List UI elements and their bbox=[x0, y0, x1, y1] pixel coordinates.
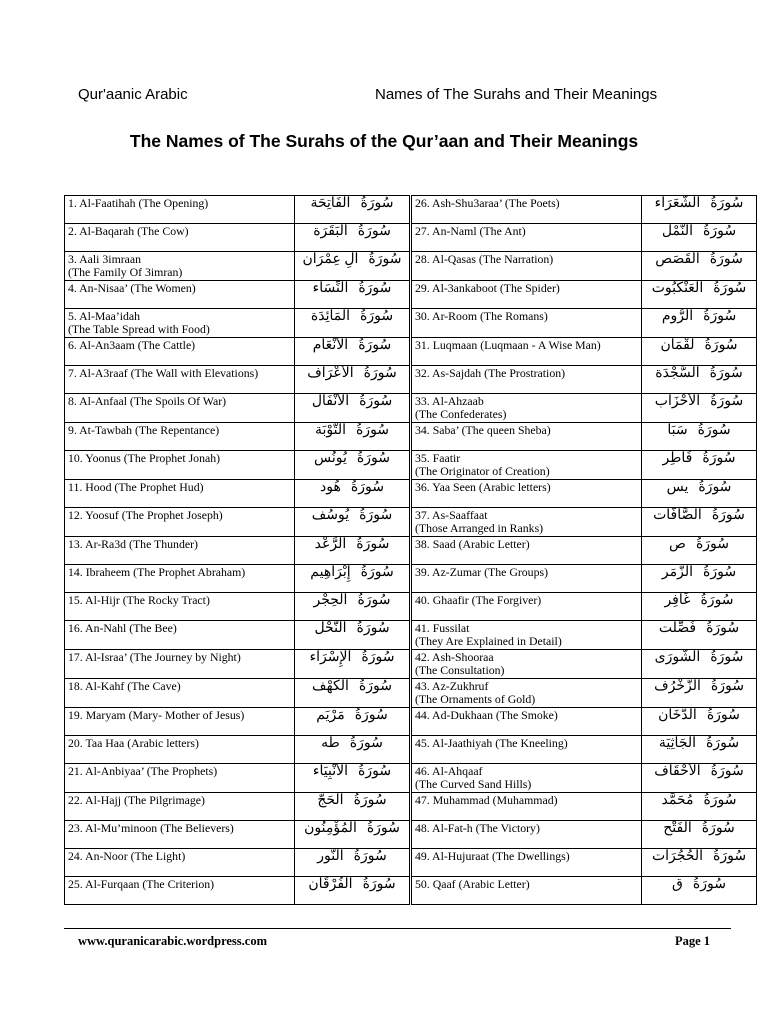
arabic-name-cell bbox=[295, 877, 411, 905]
arabic-name-cell bbox=[295, 708, 411, 736]
table-row bbox=[65, 480, 757, 508]
surah-word: سُورَةُ bbox=[360, 309, 394, 324]
english-name-cell: 31. Luqmaan (Luqmaan - A Wise Man) bbox=[411, 338, 642, 366]
table-row bbox=[65, 849, 757, 877]
english-name-cell: 22. Al-Hajj (The Pilgrimage) bbox=[65, 793, 295, 821]
english-name-cell: 38. Saad (Arabic Letter) bbox=[411, 537, 642, 565]
surah-word: سُورَةُ bbox=[355, 423, 390, 438]
arabic-name-cell bbox=[642, 565, 757, 593]
english-name-cell: 33. Al-Ahzaab (The Confederates) bbox=[411, 394, 642, 423]
table-row bbox=[65, 736, 757, 764]
surah-word: سُورَةُ bbox=[703, 793, 737, 808]
surah-table bbox=[64, 195, 757, 905]
arabic-name: ص bbox=[669, 537, 686, 552]
english-name-cell: 1. Al-Faatihah (The Opening) bbox=[65, 196, 295, 224]
footer-website[interactable]: www.quranicarabic.wordpress.com bbox=[78, 934, 268, 948]
arabic-name-cell bbox=[295, 764, 411, 793]
arabic-name: التَّوْبَة bbox=[314, 423, 346, 438]
arabic-name: النُّور bbox=[317, 849, 344, 864]
arabic-name: ق bbox=[672, 877, 683, 892]
arabic-name-cell bbox=[642, 736, 757, 764]
arabic-name: غَافِر bbox=[664, 593, 691, 608]
english-name-cell: 2. Al-Baqarah (The Cow) bbox=[65, 224, 295, 252]
english-name-cell: 40. Ghaafir (The Forgiver) bbox=[411, 593, 642, 621]
arabic-name-cell bbox=[642, 849, 757, 877]
english-name-cell: 39. Az-Zumar (The Groups) bbox=[411, 565, 642, 593]
arabic-name-cell bbox=[295, 793, 411, 821]
table-row bbox=[65, 593, 757, 621]
table-row bbox=[65, 537, 757, 565]
surah-word: سُورَةُ bbox=[356, 537, 390, 552]
english-name-cell: 25. Al-Furqaan (The Criterion) bbox=[65, 877, 295, 905]
english-name-cell: 42. Ash-Shooraa (The Consultation) bbox=[411, 650, 642, 679]
arabic-name-cell bbox=[642, 764, 757, 793]
surah-word: سُورَةُ bbox=[358, 338, 392, 353]
arabic-name: الرَّعْد bbox=[314, 537, 347, 552]
english-name-cell: 19. Maryam (Mary- Mother of Jesus) bbox=[65, 708, 295, 736]
surah-word: سُورَةُ bbox=[702, 451, 736, 466]
surah-word: سُورَةُ bbox=[353, 849, 387, 864]
arabic-name: الأَنْبِيَاء bbox=[312, 764, 348, 779]
arabic-name: الْكَهْف bbox=[312, 679, 349, 694]
table-row bbox=[65, 224, 757, 252]
surah-word: سُورَةُ bbox=[363, 366, 397, 381]
surah-word: سُورَةُ bbox=[710, 394, 744, 409]
table-row bbox=[65, 423, 757, 451]
arabic-name: السَّجْدَة bbox=[655, 366, 700, 381]
surah-word: سُورَةُ bbox=[358, 764, 392, 779]
arabic-name-cell bbox=[295, 565, 411, 593]
arabic-name-cell bbox=[295, 394, 411, 423]
arabic-name: النِّسَاء bbox=[312, 281, 349, 296]
table-row bbox=[65, 366, 757, 394]
english-name-cell: 23. Al-Mu’minoon (The Believers) bbox=[65, 821, 295, 849]
surah-word: سُورَةُ bbox=[710, 196, 744, 211]
english-name-cell: 29. Al-3ankaboot (The Spider) bbox=[411, 281, 642, 309]
arabic-name-cell bbox=[642, 252, 757, 281]
surah-word: سُورَةُ bbox=[360, 565, 394, 580]
arabic-name: الْفُرْقَان bbox=[308, 877, 353, 892]
english-name-cell: 3. Aali 3imraan (The Family Of 3imran) bbox=[65, 252, 295, 281]
surah-word: سُورَةُ bbox=[704, 338, 738, 353]
surah-word: سُورَةُ bbox=[703, 309, 737, 324]
table-row bbox=[65, 252, 757, 281]
arabic-name: طه bbox=[321, 736, 340, 751]
english-name-cell: 46. Al-Ahqaaf (The Curved Sand Hills) bbox=[411, 764, 642, 793]
english-name-cell: 17. Al-Israa’ (The Journey by Night) bbox=[65, 650, 295, 679]
english-name-cell: 36. Yaa Seen (Arabic letters) bbox=[411, 480, 642, 508]
surah-word: سُورَةُ bbox=[703, 565, 737, 580]
arabic-name: مُحَمَّد bbox=[661, 793, 694, 808]
surah-word: سُورَةُ bbox=[697, 423, 731, 438]
surah-word: سُورَةُ bbox=[360, 196, 394, 211]
table-row bbox=[65, 793, 757, 821]
arabic-name-cell bbox=[642, 224, 757, 252]
arabic-name-cell bbox=[642, 650, 757, 679]
arabic-name: الرُّوم bbox=[661, 309, 694, 324]
english-name-cell: 45. Al-Jaathiyah (The Kneeling) bbox=[411, 736, 642, 764]
arabic-name-cell bbox=[295, 650, 411, 679]
table-row bbox=[65, 309, 757, 338]
english-name-cell: 9. At-Tawbah (The Repentance) bbox=[65, 423, 295, 451]
english-name-cell: 28. Al-Qasas (The Narration) bbox=[411, 252, 642, 281]
english-name-cell: 37. As-Saaffaat (Those Arranged in Ranks) bbox=[411, 508, 642, 537]
arabic-name: الْحِجْر bbox=[313, 593, 348, 608]
surah-word: سُورَةُ bbox=[711, 508, 745, 523]
arabic-name-cell bbox=[642, 480, 757, 508]
english-name-cell: 30. Ar-Room (The Romans) bbox=[411, 309, 642, 338]
arabic-name: يس bbox=[666, 480, 689, 495]
arabic-name-cell bbox=[295, 821, 411, 849]
arabic-name-cell bbox=[642, 537, 757, 565]
arabic-name: الْحَجّ bbox=[317, 793, 344, 808]
surah-word: سُورَةُ bbox=[356, 451, 390, 466]
arabic-name-cell bbox=[642, 366, 757, 394]
arabic-name: مَرْيَم bbox=[316, 708, 345, 723]
arabic-name-cell bbox=[642, 508, 757, 537]
english-name-cell: 27. An-Naml (The Ant) bbox=[411, 224, 642, 252]
arabic-name: هُود bbox=[320, 480, 341, 495]
table-row bbox=[65, 764, 757, 793]
surah-word: سُورَةُ bbox=[358, 281, 392, 296]
arabic-name-cell bbox=[642, 679, 757, 708]
arabic-name: لُقْمَان bbox=[660, 338, 695, 353]
arabic-name: الْبَقَرَة bbox=[313, 224, 348, 239]
surah-word: سُورَةُ bbox=[366, 821, 400, 836]
arabic-name-cell bbox=[295, 252, 411, 281]
english-name-cell: 14. Ibraheem (The Prophet Abraham) bbox=[65, 565, 295, 593]
english-name-cell: 35. Faatir (The Originator of Creation) bbox=[411, 451, 642, 480]
arabic-name-cell bbox=[642, 196, 757, 224]
arabic-name-cell bbox=[295, 338, 411, 366]
table-row bbox=[65, 679, 757, 708]
table-row bbox=[65, 196, 757, 224]
arabic-name: يُوسُف bbox=[311, 508, 350, 523]
header-right: Names of The Surahs and Their Meanings bbox=[375, 86, 658, 103]
surah-word: سُورَةُ bbox=[700, 593, 734, 608]
arabic-name-cell bbox=[295, 309, 411, 338]
surah-word: سُورَةُ bbox=[354, 708, 388, 723]
english-name-cell: 6. Al-An3aam (The Cattle) bbox=[65, 338, 295, 366]
surah-word: سُورَةُ bbox=[695, 537, 729, 552]
arabic-name: فَاطِر bbox=[662, 451, 693, 466]
table-row bbox=[65, 338, 757, 366]
surah-word: سُورَةُ bbox=[357, 593, 391, 608]
surah-word: سُورَةُ bbox=[698, 480, 732, 495]
surah-word: سُورَةُ bbox=[361, 650, 395, 665]
footer-page-number: Page 1 bbox=[674, 934, 710, 948]
arabic-name: الْفَتْح bbox=[663, 821, 692, 836]
table-row bbox=[65, 394, 757, 423]
surah-word: سُورَةُ bbox=[713, 281, 747, 296]
arabic-name-cell bbox=[642, 281, 757, 309]
english-name-cell: 44. Ad-Dukhaan (The Smoke) bbox=[411, 708, 642, 736]
arabic-name: الْمَائِدَة bbox=[310, 309, 351, 324]
english-name-cell: 41. Fussilat (They Are Explained in Detail) bbox=[411, 621, 642, 650]
english-name-cell: 8. Al-Anfaal (The Spoils Of War) bbox=[65, 394, 295, 423]
arabic-name: الْمُؤْمِنُون bbox=[304, 821, 357, 836]
arabic-name-cell bbox=[295, 679, 411, 708]
arabic-name: الْفَاتِحَة bbox=[310, 196, 351, 211]
arabic-name: الشُّعَرَاء bbox=[654, 196, 701, 211]
arabic-name: سَبَأ bbox=[667, 423, 688, 438]
english-name-cell: 11. Hood (The Prophet Hud) bbox=[65, 480, 295, 508]
arabic-name-cell bbox=[642, 708, 757, 736]
arabic-name-cell bbox=[642, 793, 757, 821]
english-name-cell: 24. An-Noor (The Light) bbox=[65, 849, 295, 877]
surah-word: سُورَةُ bbox=[349, 736, 383, 751]
arabic-name: الصَّافَّات bbox=[653, 508, 702, 523]
arabic-name: الزُّخْرُف bbox=[654, 679, 701, 694]
table-row bbox=[65, 621, 757, 650]
arabic-name: الأَحْزَاب bbox=[654, 394, 701, 409]
arabic-name-cell bbox=[642, 423, 757, 451]
english-name-cell: 50. Qaaf (Arabic Letter) bbox=[411, 877, 642, 905]
arabic-name: فُصِّلَت bbox=[658, 621, 697, 636]
arabic-name: الأَنْعَام bbox=[312, 338, 349, 353]
surah-word: سُورَةُ bbox=[350, 480, 384, 495]
arabic-name-cell bbox=[642, 877, 757, 905]
surah-word: سُورَةُ bbox=[701, 821, 735, 836]
english-name-cell: 7. Al-A3raaf (The Wall with Elevations) bbox=[65, 366, 295, 394]
arabic-name-cell bbox=[642, 309, 757, 338]
surah-word: سُورَةُ bbox=[710, 679, 744, 694]
arabic-name-cell bbox=[295, 281, 411, 309]
arabic-name: الأَنْفَال bbox=[311, 394, 350, 409]
table-row bbox=[65, 708, 757, 736]
arabic-name-cell bbox=[295, 480, 411, 508]
english-name-cell: 34. Saba’ (The queen Sheba) bbox=[411, 423, 642, 451]
surah-word: سُورَةُ bbox=[706, 708, 740, 723]
arabic-name: الْقَصَص bbox=[655, 252, 700, 267]
table-row bbox=[65, 650, 757, 679]
surah-word: سُورَةُ bbox=[353, 793, 387, 808]
arabic-name-cell bbox=[642, 621, 757, 650]
page-header bbox=[0, 86, 768, 108]
arabic-name: آلِ عِمْرَان bbox=[302, 252, 359, 267]
arabic-name: الأَعْرَاف bbox=[307, 366, 354, 381]
english-name-cell: 16. An-Nahl (The Bee) bbox=[65, 621, 295, 650]
page-title: The Names of The Surahs of the Qur’aan and Their Meanings bbox=[129, 131, 639, 151]
surah-word: سُورَةُ bbox=[356, 621, 390, 636]
english-name-cell: 18. Al-Kahf (The Cave) bbox=[65, 679, 295, 708]
english-name-cell: 32. As-Sajdah (The Prostration) bbox=[411, 366, 642, 394]
arabic-name-cell bbox=[295, 366, 411, 394]
surah-word: سُورَةُ bbox=[703, 224, 737, 239]
arabic-name-cell bbox=[295, 849, 411, 877]
english-name-cell: 43. Az-Zukhruf (The Ornaments of Gold) bbox=[411, 679, 642, 708]
english-name-cell: 10. Yoonus (The Prophet Jonah) bbox=[65, 451, 295, 480]
page-footer bbox=[0, 934, 768, 952]
table-row bbox=[65, 821, 757, 849]
table-row bbox=[65, 508, 757, 537]
english-name-cell: 13. Ar-Ra3d (The Thunder) bbox=[65, 537, 295, 565]
arabic-name-cell bbox=[295, 593, 411, 621]
arabic-name: الْحُجُرَات bbox=[651, 849, 703, 864]
table-row bbox=[65, 565, 757, 593]
surah-word: سُورَةُ bbox=[368, 252, 402, 267]
surah-word: سُورَةُ bbox=[358, 679, 392, 694]
arabic-name-cell bbox=[295, 224, 411, 252]
arabic-name-cell bbox=[642, 338, 757, 366]
arabic-name: الشُّورَى bbox=[654, 650, 701, 665]
arabic-name-cell bbox=[642, 451, 757, 480]
english-name-cell: 20. Taa Haa (Arabic letters) bbox=[65, 736, 295, 764]
surah-word: سُورَةُ bbox=[710, 650, 744, 665]
arabic-name-cell bbox=[295, 196, 411, 224]
english-name-cell: 26. Ash-Shu3araa’ (The Poets) bbox=[411, 196, 642, 224]
english-name-cell: 48. Al-Fat-h (The Victory) bbox=[411, 821, 642, 849]
arabic-name-cell bbox=[295, 508, 411, 537]
arabic-name: الأَحْقَاف bbox=[654, 764, 701, 779]
arabic-name: إِبْرَاهِيم bbox=[310, 565, 351, 580]
table-row bbox=[65, 877, 757, 905]
arabic-name-cell bbox=[642, 821, 757, 849]
arabic-name: الدُّخَان bbox=[658, 708, 697, 723]
surah-word: سُورَةُ bbox=[709, 366, 743, 381]
arabic-name: الإِسْرَاء bbox=[309, 650, 352, 665]
surah-word: سُورَةُ bbox=[362, 877, 396, 892]
table-row bbox=[65, 451, 757, 480]
arabic-name: الزُّمَر bbox=[661, 565, 694, 580]
arabic-name-cell bbox=[295, 736, 411, 764]
english-name-cell: 21. Al-Anbiyaa’ (The Prophets) bbox=[65, 764, 295, 793]
surah-word: سُورَةُ bbox=[709, 252, 743, 267]
english-name-cell: 15. Al-Hijr (The Rocky Tract) bbox=[65, 593, 295, 621]
arabic-name-cell bbox=[642, 394, 757, 423]
surah-word: سُورَةُ bbox=[710, 764, 744, 779]
arabic-name: يُونُس bbox=[314, 451, 347, 466]
arabic-name-cell bbox=[295, 621, 411, 650]
english-name-cell: 5. Al-Maa’idah (The Table Spread with Food) bbox=[65, 309, 295, 338]
surah-word: سُورَةُ bbox=[357, 224, 391, 239]
table-row bbox=[65, 281, 757, 309]
surah-word: سُورَةُ bbox=[706, 621, 740, 636]
arabic-name-cell bbox=[642, 593, 757, 621]
surah-word: سُورَةُ bbox=[359, 508, 393, 523]
arabic-name: الْجَاثِيَة bbox=[658, 736, 697, 751]
surah-word: سُورَةُ bbox=[706, 736, 740, 751]
arabic-name-cell bbox=[295, 423, 411, 451]
arabic-name-cell bbox=[295, 451, 411, 480]
footer-divider bbox=[64, 928, 731, 929]
arabic-name-cell bbox=[295, 537, 411, 565]
english-name-cell: 47. Muhammad (Muhammad) bbox=[411, 793, 642, 821]
surah-word: سُورَةُ bbox=[712, 849, 747, 864]
arabic-name: النَّمْل bbox=[661, 224, 693, 239]
surah-word: سُورَةُ bbox=[359, 394, 393, 409]
english-name-cell: 49. Al-Hujuraat (The Dwellings) bbox=[411, 849, 642, 877]
surah-word: سُورَةُ bbox=[692, 877, 726, 892]
arabic-name: النَّحْل bbox=[314, 621, 347, 636]
header-left: Qur'aanic Arabic bbox=[78, 86, 188, 103]
english-name-cell: 4. An-Nisaa’ (The Women) bbox=[65, 281, 295, 309]
english-name-cell: 12. Yoosuf (The Prophet Joseph) bbox=[65, 508, 295, 537]
arabic-name: الْعَنْكَبُوت bbox=[651, 281, 704, 296]
